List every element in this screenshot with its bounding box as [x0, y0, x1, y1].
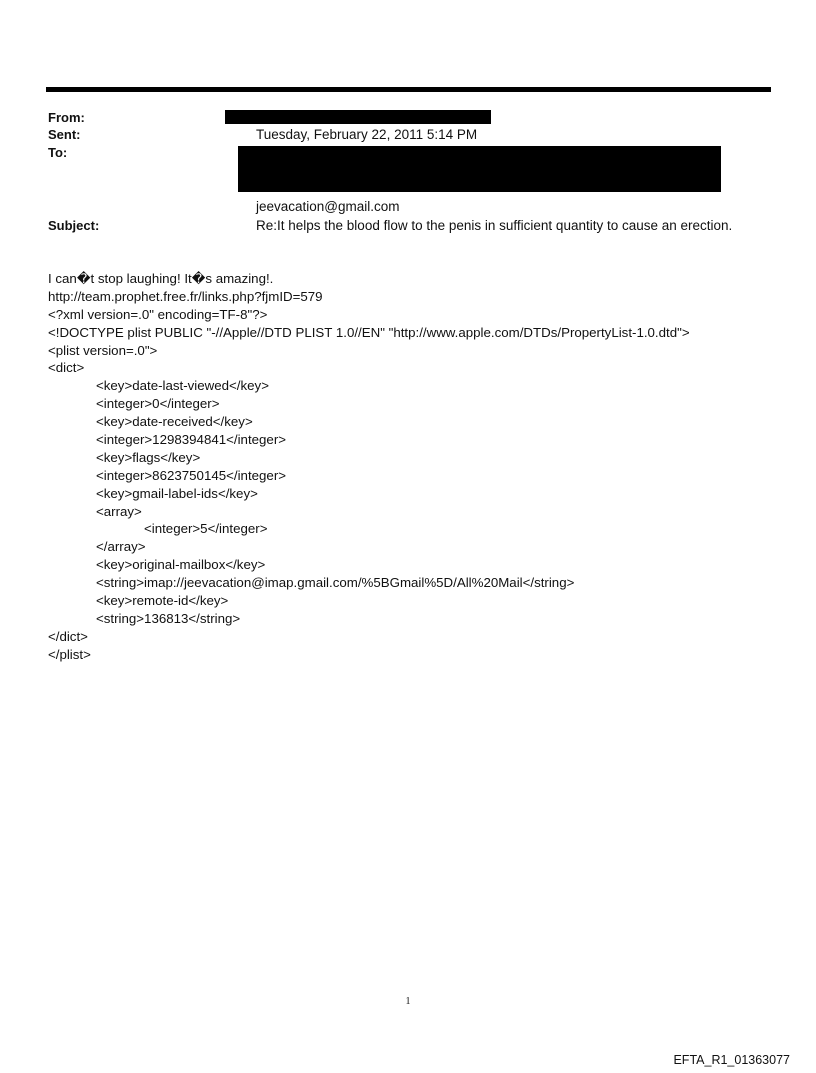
body-line: <integer>1298394841</integer> — [96, 432, 287, 448]
body-line: <plist version=.0"> — [48, 342, 158, 358]
body-line: <integer>5</integer> — [144, 521, 268, 537]
body-line: </array> — [96, 539, 146, 555]
body-line: </plist> — [48, 646, 91, 662]
sent-value: Tuesday, February 22, 2011 5:14 PM — [256, 127, 478, 142]
body-line: <key>remote-id</key> — [96, 593, 229, 609]
to-label: To: — [48, 145, 68, 160]
body-line: <?xml version=.0" encoding=TF-8"?> — [48, 306, 268, 322]
to-visible-recipient: jeevacation@gmail.com — [256, 199, 400, 214]
subject-value: Re:It helps the blood flow to the penis in sufficient quantity to cause an erection. — [256, 218, 733, 233]
body-line: <!DOCTYPE plist PUBLIC "-//Apple//DTD PLIST 1.0//EN" "http://www.apple.com/DTDs/PropertyList-1.0.dtd"> — [48, 324, 690, 340]
body-line: <key>date-received</key> — [96, 414, 253, 430]
body-line: <key>original-mailbox</key> — [96, 557, 266, 573]
body-line: <dict> — [48, 360, 85, 376]
sent-label: Sent: — [48, 127, 81, 142]
redaction-to — [238, 146, 721, 192]
body-line: <key>gmail-label-ids</key> — [96, 485, 258, 501]
body-line: <string>136813</string> — [96, 610, 241, 626]
body-line: <key>flags</key> — [96, 449, 201, 465]
body-line: I can�t stop laughing! It�s amazing!. — [48, 271, 274, 286]
body-line: <key>date-last-viewed</key> — [96, 378, 269, 394]
subject-label: Subject: — [48, 218, 100, 233]
header-rule — [46, 87, 771, 92]
body-line: </dict> — [48, 628, 88, 644]
body-line: <integer>8623750145</integer> — [96, 467, 287, 483]
body-line: <integer>0</integer> — [96, 396, 220, 412]
redaction-from — [225, 110, 491, 124]
body-line: <array> — [96, 503, 142, 519]
body-link[interactable]: http://team.prophet.free.fr/links.php?fjmID=579 — [48, 288, 323, 304]
body-line: <string>imap://jeevacation@imap.gmail.com/%5BGmail%5D/All%20Mail</string> — [96, 575, 575, 591]
from-label: From: — [48, 110, 85, 125]
document-id: EFTA_R1_01363077 — [673, 1053, 790, 1067]
page-number: 1 — [405, 996, 411, 1007]
email-body — [48, 270, 788, 664]
